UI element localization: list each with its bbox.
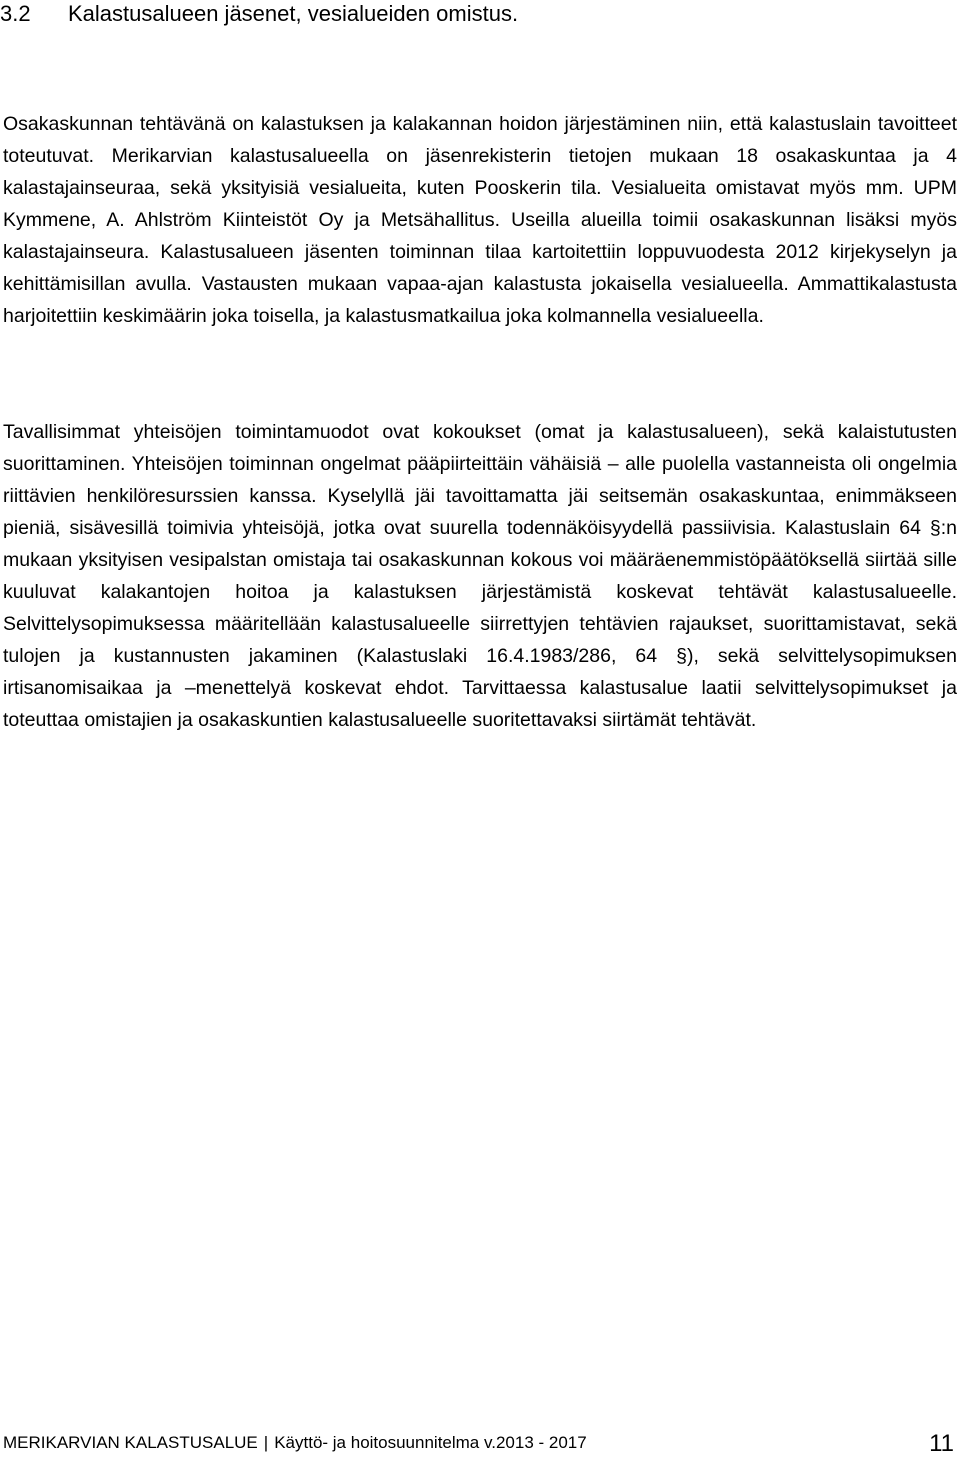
footer-document-title: Käyttö- ja hoitosuunnitelma v.2013 - 2017 xyxy=(274,1433,587,1452)
paragraph-activities: Tavallisimmat yhteisöjen toimintamuodot ovat kokoukset (omat ja kalastusalueen), sekä kalaistutusten suorittaminen. Yhteisöjen toiminnan ongelmat pääpiirteittäin vähäisiä – alle puolella vastanneista oli ongelmia riittävien henkilöresurssien kanssa. Kyselyllä jäi tavoittamatta jäi seitsemän osakaskuntaa, enimmäkseen pieniä, sisävesillä toimivia yhteisöjä, jotka ovat suurella todennäköisyydellä passiivisia. Kalastuslain 64 §:n mukaan yksityisen vesipalstan omistaja tai osakaskunnan kokous voi määräenemmistöpäätöksellä siirtää sille kuuluvat kalakantojen hoitoa ja kalastuksen järjestämistä koskevat tehtävät kalastusalueelle. Selvittelysopimuksessa määritellään kalastusalueelle siirrettyjen tehtävien rajaukset, suorittamistavat, sekä tulojen ja kustannusten jakaminen (Kalastuslaki 16.4.1983/286, 64 §), sekä selvittelysopimuksen irtisanomisaikaa ja –menettelyä koskevat ehdot. Tarvittaessa kalastusalue laatii selvittelysopimukset ja toteuttaa omistajien ja osakaskuntien kalastusalueelle suoritettavaksi siirtämät tehtävät. xyxy=(3,421,957,731)
page-footer xyxy=(3,1433,587,1453)
paragraph-members: Osakaskunnan tehtävänä on kalastuksen ja kalakannan hoidon järjestäminen niin, että kalastuslain tavoitteet toteutuvat. Merikarvian kalastusalueella on jäsenrekisterin tietojen mukaan 18 osakaskuntaa ja 4 kalastajainseuraa, sekä yksityisiä vesialueita, kuten Pooskerin tila. Vesialueita omistavat myös mm. UPM Kymmene, A. Ahlström Kiinteistöt Oy ja Metsähallitus. Useilla alueilla toimii osakaskunnan lisäksi myös kalastajainseura. Kalastusalueen jäsenten toiminnan tilaa kartoitettiin loppuvuodesta 2012 kirjekyselyn ja kehittämisillan avulla. Vastausten mukaan vapaa-ajan kalastusta jokaisella vesialueella. Ammattikalastusta harjoitettiin keskimäärin joka toisella, ja kalastusmatkailua joka kolmannella vesialueella. xyxy=(3,113,957,327)
section-title: Kalastusalueen jäsenet, vesialueiden omistus. xyxy=(68,1,519,26)
footer-organization: MERIKARVIAN KALASTUSALUE xyxy=(3,1433,258,1452)
section-heading xyxy=(0,0,518,28)
page-number: 11 xyxy=(929,1430,954,1457)
section-number: 3.2 xyxy=(0,1,31,26)
footer-separator: | xyxy=(263,1433,269,1452)
